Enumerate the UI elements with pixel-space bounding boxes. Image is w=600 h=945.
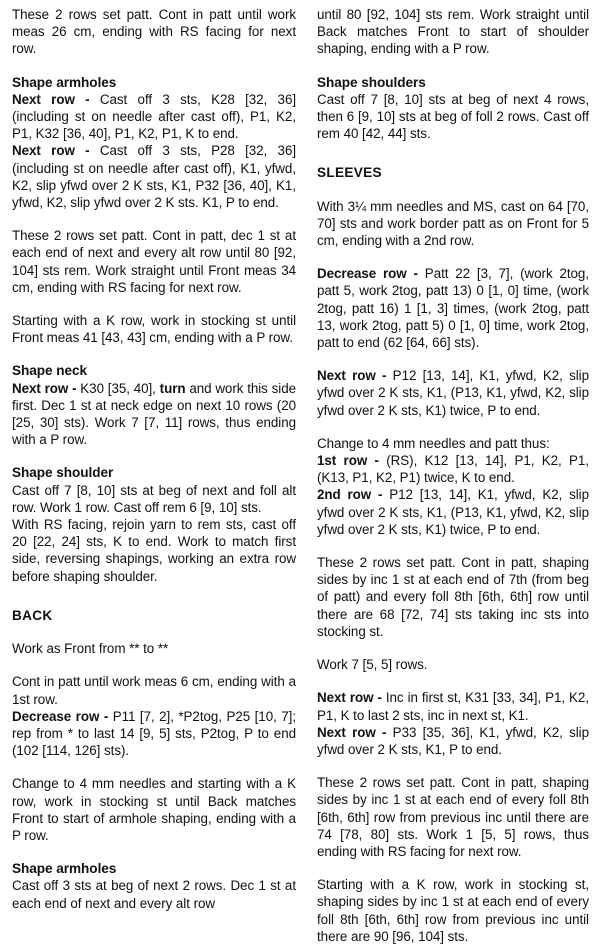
- shape-shoulder-heading: Shape shoulder: [12, 465, 114, 481]
- row-label: Decrease row -: [317, 266, 418, 282]
- right-column: [317, 6, 589, 945]
- shaping-sides-paragraph: These 2 rows set patt. Cont in patt, shaping sides by inc 1 st at each end of 7th (from beg of patt) and every foll 8th [6th, 6th] row until there are 68 [72, 74] sts taking inc sts into stocking st.: [317, 555, 589, 639]
- rejoin-paragraph: With RS facing, rejoin yarn to rem sts, cast off 20 [22, 24] sts, K to end. Work to match first side, reversing shapings, working an extra row before shaping shoulder.: [12, 517, 296, 584]
- neck-row: [12, 380, 296, 449]
- armhole-row-1: [12, 91, 296, 143]
- shape-shoulders-heading: Shape shoulders: [317, 74, 426, 90]
- sleeve-next-row: [317, 367, 589, 419]
- back-armholes-paragraph: Cast off 3 sts at beg of next 2 rows. Dec 1 st at each end of next and every alt row: [12, 878, 296, 911]
- row-text: Patt 22 [3, 7], (work 2tog, patt 5, work 2tog, patt 13) 0 [1, 0] time, (work 2tog, patt 16) 1 [1, 3] times, (work 2tog, patt 13, work 2tog, patt 5) 0 [1, 0] time, work 2tog, patt to end (62 [64, 66] sts).: [317, 266, 589, 351]
- row-label: 2nd row -: [317, 487, 383, 503]
- inc-row-2: [317, 724, 589, 758]
- cast-on-paragraph: With 3¼ mm needles and MS, cast on 64 [70, 70] sts and work border patt as on Front for 5 cm, ending with a 2nd row.: [317, 198, 589, 249]
- stocking-shaping-paragraph: Starting with a K row, work in stocking st, shaping sides by inc 1 st at each end of every foll 8th [6th, 6th] row from previous inc until there are 90 [96, 104] sts.: [317, 877, 589, 944]
- shaping-continue-paragraph: These 2 rows set patt. Cont in patt, shaping sides by inc 1 st at each end of every foll 8th [6th, 6th] row from previous inc until there are 74 [78, 80] sts. Work 1 [5, 5] rows, thus ending with RS facing for next row.: [317, 775, 589, 859]
- turn-keyword: turn: [159, 380, 186, 396]
- row-label: 1st row -: [317, 453, 379, 469]
- row-label: Next row -: [317, 690, 382, 706]
- row-label: Decrease row -: [12, 708, 109, 724]
- change-needles-paragraph: Change to 4 mm needles and starting with a K row, work in stocking st until Back matches Front to start of armhole shaping, ending with a P row.: [12, 776, 296, 843]
- row-text: Cast off 3 sts, P28 [32, 36] (including st on needle after cast off), K1, yfwd, K2, slip yfwd over 2 K sts, K1, P32 [36, 40], K1, yfwd, K2, slip yfwd over 2 K sts. K1, P to end.: [12, 143, 297, 211]
- shape-neck-heading: Shape neck: [12, 363, 88, 379]
- row-label: Next row -: [317, 724, 387, 740]
- continue-patt-paragraph: Cont in patt until work meas 6 cm, ending with a 1st row.: [12, 674, 296, 707]
- row-text: (RS), K12 [13, 14], P1, K2, P1, (K13, P1, K2, P1) twice, K to end.: [317, 453, 589, 486]
- shape-armholes-heading: Shape armholes: [12, 74, 117, 90]
- armhole-continue-paragraph: These 2 rows set patt. Cont in patt, dec 1 st at each end of next and every alt row until 80 [92, 104] sts rem. Work straight until Front meas 34 cm, ending with RS facing for next row.: [12, 228, 296, 295]
- row-text: P33 [35, 36], K1, yfwd, K2, slip yfwd over 2 K sts, K1, P to end.: [317, 724, 589, 757]
- row-label: Next row -: [12, 143, 90, 159]
- back-section-heading: BACK: [12, 607, 53, 623]
- row-text: Cast off 3 sts, K28 [32, 36] (including st on needle after cast off), P1, K2, P1, K32 [36, 40], P1, K2, P1, K to end.: [12, 91, 297, 142]
- row-text: P12 [13, 14], K1, yfwd, K2, slip yfwd over 2 K sts, K1, (P13, K1, yfwd, K2, slip yfwd over 2 K sts, K1) twice, P to end.: [317, 368, 589, 418]
- row-label: Next row -: [12, 380, 77, 396]
- stocking-stitch-paragraph: Starting with a K row, work in stocking st until Front meas 41 [43, 43] cm, ending with a P row.: [12, 313, 296, 346]
- inc-row-1: [317, 689, 589, 723]
- back-continue-paragraph: until 80 [92, 104] sts rem. Work straight until Back matches Front to start of shoulder shaping, ending with a P row.: [317, 7, 589, 57]
- row-text: and work this side first. Dec 1 st at neck edge on next 10 rows (20 [25, 30] sts). Work 7 [7, 11] rows, thus ending with a P row.: [12, 380, 296, 448]
- back-decrease-row: [12, 708, 296, 760]
- row-text: P11 [7, 2], *P2tog, P25 [10, 7]; rep from * to last 14 [9, 5] sts, P2tog, P to end (102 [114, 126] sts).: [12, 708, 296, 759]
- shoulder-paragraph: Cast off 7 [8, 10] sts at beg of next and foll alt row. Work 1 row. Cast off rem 6 [9, 10] sts.: [12, 482, 296, 515]
- back-shape-armholes-heading: Shape armholes: [12, 861, 117, 877]
- row-text: Inc in first st, K31 [33, 34], P1, K2, P1, K to last 2 sts, inc in next st, K1.: [317, 690, 589, 723]
- armhole-row-2: [12, 142, 296, 211]
- patt-row-2: [317, 486, 589, 538]
- work-as-front-paragraph: Work as Front from ** to **: [12, 641, 169, 657]
- change-needles-patt-paragraph: Change to 4 mm needles and patt thus:: [317, 435, 550, 451]
- shoulders-paragraph: Cast off 7 [8, 10] sts at beg of next 4 rows, then 6 [9, 10] sts at beg of foll 2 rows. Cast off rem 40 [42, 44] sts.: [317, 91, 589, 142]
- row-label: Next row -: [12, 91, 90, 107]
- sleeves-section-heading: SLEEVES: [317, 165, 382, 181]
- sleeve-decrease-row: [317, 265, 589, 351]
- intro-paragraph: These 2 rows set patt. Cont in patt until work meas 26 cm, ending with RS facing for next row.: [12, 7, 296, 57]
- patt-row-1: [317, 452, 589, 486]
- left-column: [12, 6, 296, 912]
- row-text: P12 [13, 14], K1, yfwd, K2, slip yfwd over 2 K sts, K1, (P13, K1, yfwd, K2, slip yfwd over 2 K sts, K1) twice, P to end.: [317, 487, 589, 537]
- row-text: K30 [35, 40],: [76, 380, 160, 396]
- row-label: Next row -: [317, 368, 387, 384]
- work-rows-paragraph: Work 7 [5, 5] rows.: [317, 657, 428, 673]
